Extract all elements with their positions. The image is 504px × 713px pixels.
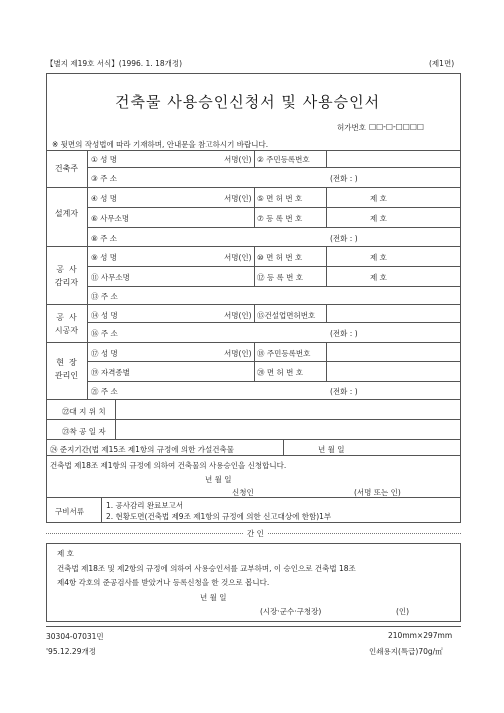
cut-line-label: 간 인 <box>243 528 268 539</box>
certificate-date: 년 월 일 <box>200 593 227 602</box>
applicant-sign: (서명 또는 인) <box>354 488 401 497</box>
supervisor-name-label: ⑨ 성 명 <box>91 253 117 262</box>
form-code: 30304-07031민 <box>46 632 104 641</box>
permit-number-boxes[interactable]: □□-□-□□□□ <box>369 122 425 131</box>
designer-license-no: 제 호 <box>370 194 387 203</box>
manager-sign: 서명(인) <box>224 349 252 358</box>
supervisor-license-label: ⑩ 면 허 번 호 <box>257 253 303 262</box>
form-reference: 【별지 제19호 서식】(1996. 1. 18개정) <box>46 59 183 68</box>
applicant-label: 신청인 <box>232 488 254 497</box>
supervisor-sign: 서명(인) <box>224 253 252 262</box>
start-date-label: ㉓착 공 일 자 <box>62 427 106 436</box>
group-supervisor: 공 사 감리자 <box>54 265 79 287</box>
manager-address-label: ㉑ 주 소 <box>91 387 118 396</box>
owner-name-label: ① 성 명 <box>91 155 117 164</box>
contractor-sign: 서명(인) <box>224 311 252 320</box>
site-location-label: ㉒대 지 위 치 <box>62 407 106 416</box>
application-date: 년 월 일 <box>205 475 232 484</box>
permit-number-label: 허가번호 <box>337 123 366 132</box>
paper-spec: 인쇄용지(특급)70g/㎡ <box>369 647 443 656</box>
manager-qualification-label: ⑲ 자격종별 <box>91 368 130 377</box>
certificate-body-line-1: 건축법 제18조 및 제2항의 규정에 의하여 사용승인서를 교부하며, 이 승인으로 건축법 18조 <box>57 564 356 573</box>
designer-address-label: ⑧ 주 소 <box>91 234 117 243</box>
designer-license-label: ⑤ 면 허 번 호 <box>257 194 303 203</box>
documents-label: 구비서류 <box>55 507 84 516</box>
manager-phone: (전화 : ) <box>330 387 358 396</box>
designer-sign: 서명(인) <box>224 194 252 203</box>
paper-size: 210mm×297mm <box>388 631 453 640</box>
contractor-license-label: ⑮건설업면허번호 <box>257 311 316 320</box>
supervisor-license-no: 제 호 <box>370 253 387 262</box>
designer-reg-label: ⑦ 등 록 번 호 <box>257 214 303 223</box>
manager-license-label: ⑳ 면 허 번 호 <box>257 368 304 377</box>
page-number: (제1면) <box>429 59 455 68</box>
owner-sign: 서명(인) <box>224 155 252 164</box>
application-statement: 건축법 제18조 제1항의 규정에 의하여 건축물의 사용승인을 신청합니다. <box>50 461 287 470</box>
revision-date: '95.12.29개정 <box>46 647 96 656</box>
contractor-name-label: ⑭ 성 명 <box>91 311 118 320</box>
owner-address-label: ③ 주 소 <box>91 174 117 183</box>
document-item-2: 2. 현황도면(건축법 제9조 제1항의 규정에 의한 신고대상에 한함)1부 <box>106 512 332 521</box>
certificate-authority: (시장·군수·구청장) <box>260 607 322 616</box>
owner-id-label: ② 주민등록번호 <box>257 155 310 164</box>
designer-office-label: ⑥ 사무소명 <box>91 214 130 223</box>
certificate-body-line-2: 제4항 각호의 준공검사를 받았거나 등록신청을 한 것으로 봅니다. <box>57 578 270 587</box>
document-item-1: 1. 공사감리 완료보고서 <box>106 501 184 510</box>
contractor-address-label: ⑯ 주 소 <box>91 329 118 338</box>
certificate-seal: (인) <box>396 607 410 616</box>
designer-name-label: ④ 성 명 <box>91 194 117 203</box>
group-site-manager: 현 장 관리인 <box>54 358 79 380</box>
owner-phone: (전화 : ) <box>330 174 358 183</box>
supervisor-office-label: ⑪ 사무소명 <box>91 273 130 282</box>
designer-phone: (전화 : ) <box>330 234 358 243</box>
contractor-phone: (전화 : ) <box>330 329 358 338</box>
supervisor-reg-label: ⑫ 등 록 번 호 <box>257 273 304 282</box>
manager-id-label: ⑱ 주민등록번호 <box>257 349 311 358</box>
designer-reg-no: 제 호 <box>370 214 387 223</box>
group-owner: 건축주 <box>54 164 79 173</box>
page-title: 건축물 사용승인신청서 및 사용승인서 <box>115 93 381 111</box>
supervisor-address-label: ⑬ 주 소 <box>91 292 118 301</box>
temporary-period-date: 년 월 일 <box>318 445 345 454</box>
temporary-period-label: ㉔ 준지기간(법 제15조 제1항의 규정에 의한 가설건축물 <box>50 445 234 454</box>
group-designer: 설계자 <box>54 209 79 218</box>
instruction-note: ※ 뒷면의 작성법에 따라 기재하며, 안내문을 참고하시기 바랍니다. <box>52 140 269 149</box>
certificate-number: 제 호 <box>57 549 74 558</box>
group-contractor: 공 사 시공자 <box>54 313 79 335</box>
supervisor-reg-no: 제 호 <box>370 273 387 282</box>
manager-name-label: ⑰ 성 명 <box>91 349 118 358</box>
